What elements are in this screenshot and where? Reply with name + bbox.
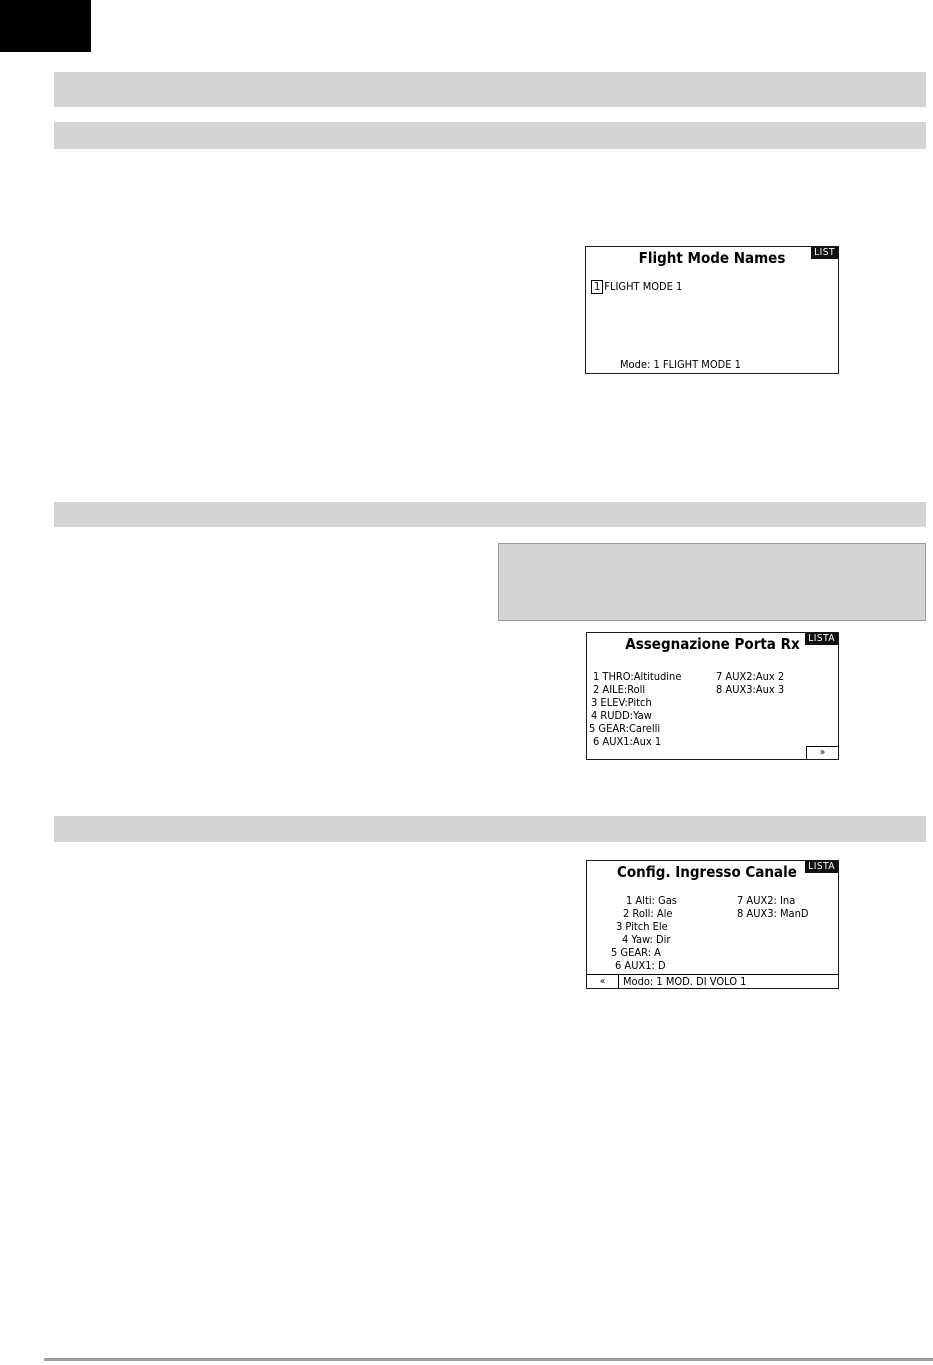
channel-input-row[interactable]: 6 AUX1: D: [615, 959, 666, 972]
flight-mode-item[interactable]: [591, 280, 682, 294]
subsection-bar-flight-mode-names: [54, 122, 926, 149]
list-tag[interactable]: LISTA: [805, 633, 838, 645]
footer-rule: [44, 1358, 933, 1361]
subsection-bar-rx-port-assignment: [54, 502, 926, 527]
channel-input-row[interactable]: 2 Roll: Ale: [623, 907, 673, 920]
item-label: FLIGHT MODE 1: [604, 280, 683, 293]
screen-title: Assegnazione Porta Rx: [625, 635, 800, 653]
channel-row[interactable]: 4 RUDD:Yaw: [591, 709, 652, 722]
section-header-bar: [54, 72, 926, 107]
next-page-button[interactable]: »: [806, 746, 838, 759]
channel-input-row[interactable]: 8 AUX3: ManD: [737, 907, 809, 920]
mode-status: Mode: 1 FLIGHT MODE 1: [620, 358, 741, 371]
channel-row[interactable]: 5 GEAR:Carelli: [589, 722, 661, 735]
channel-input-row[interactable]: 5 GEAR: A: [611, 946, 661, 959]
channel-row[interactable]: 8 AUX3:Aux 3: [716, 683, 785, 696]
channel-input-row[interactable]: 3 Pitch Ele: [616, 920, 668, 933]
page-corner-tab: [0, 0, 91, 52]
list-tag[interactable]: LIST: [811, 247, 838, 259]
channel-row[interactable]: 2 AILE:Roll: [593, 683, 646, 696]
item-number: 1: [591, 280, 603, 294]
back-page-button[interactable]: «: [587, 975, 619, 988]
mode-status: Modo: 1 MOD. DI VOLO 1: [623, 975, 747, 988]
channel-row[interactable]: 6 AUX1:Aux 1: [593, 735, 662, 748]
channel-input-row[interactable]: 1 Alti: Gas: [626, 894, 677, 907]
screen-title: Flight Mode Names: [638, 249, 786, 267]
lcd-screen-rx-port-assignment: [586, 632, 839, 760]
lcd-screen-channel-input-config: [586, 860, 839, 989]
list-tag[interactable]: LISTA: [805, 861, 838, 873]
note-box: [498, 543, 926, 621]
channel-row[interactable]: 3 ELEV:Pitch: [591, 696, 652, 709]
channel-row[interactable]: 1 THRO:Altitudine: [593, 670, 682, 683]
lcd-screen-flight-mode-names: [585, 246, 839, 374]
channel-input-row[interactable]: 7 AUX2: Ina: [737, 894, 796, 907]
channel-input-row[interactable]: 4 Yaw: Dir: [622, 933, 671, 946]
screen-title: Config. Ingresso Canale: [617, 863, 797, 881]
channel-row[interactable]: 7 AUX2:Aux 2: [716, 670, 785, 683]
subsection-bar-channel-input-config: [54, 816, 926, 842]
